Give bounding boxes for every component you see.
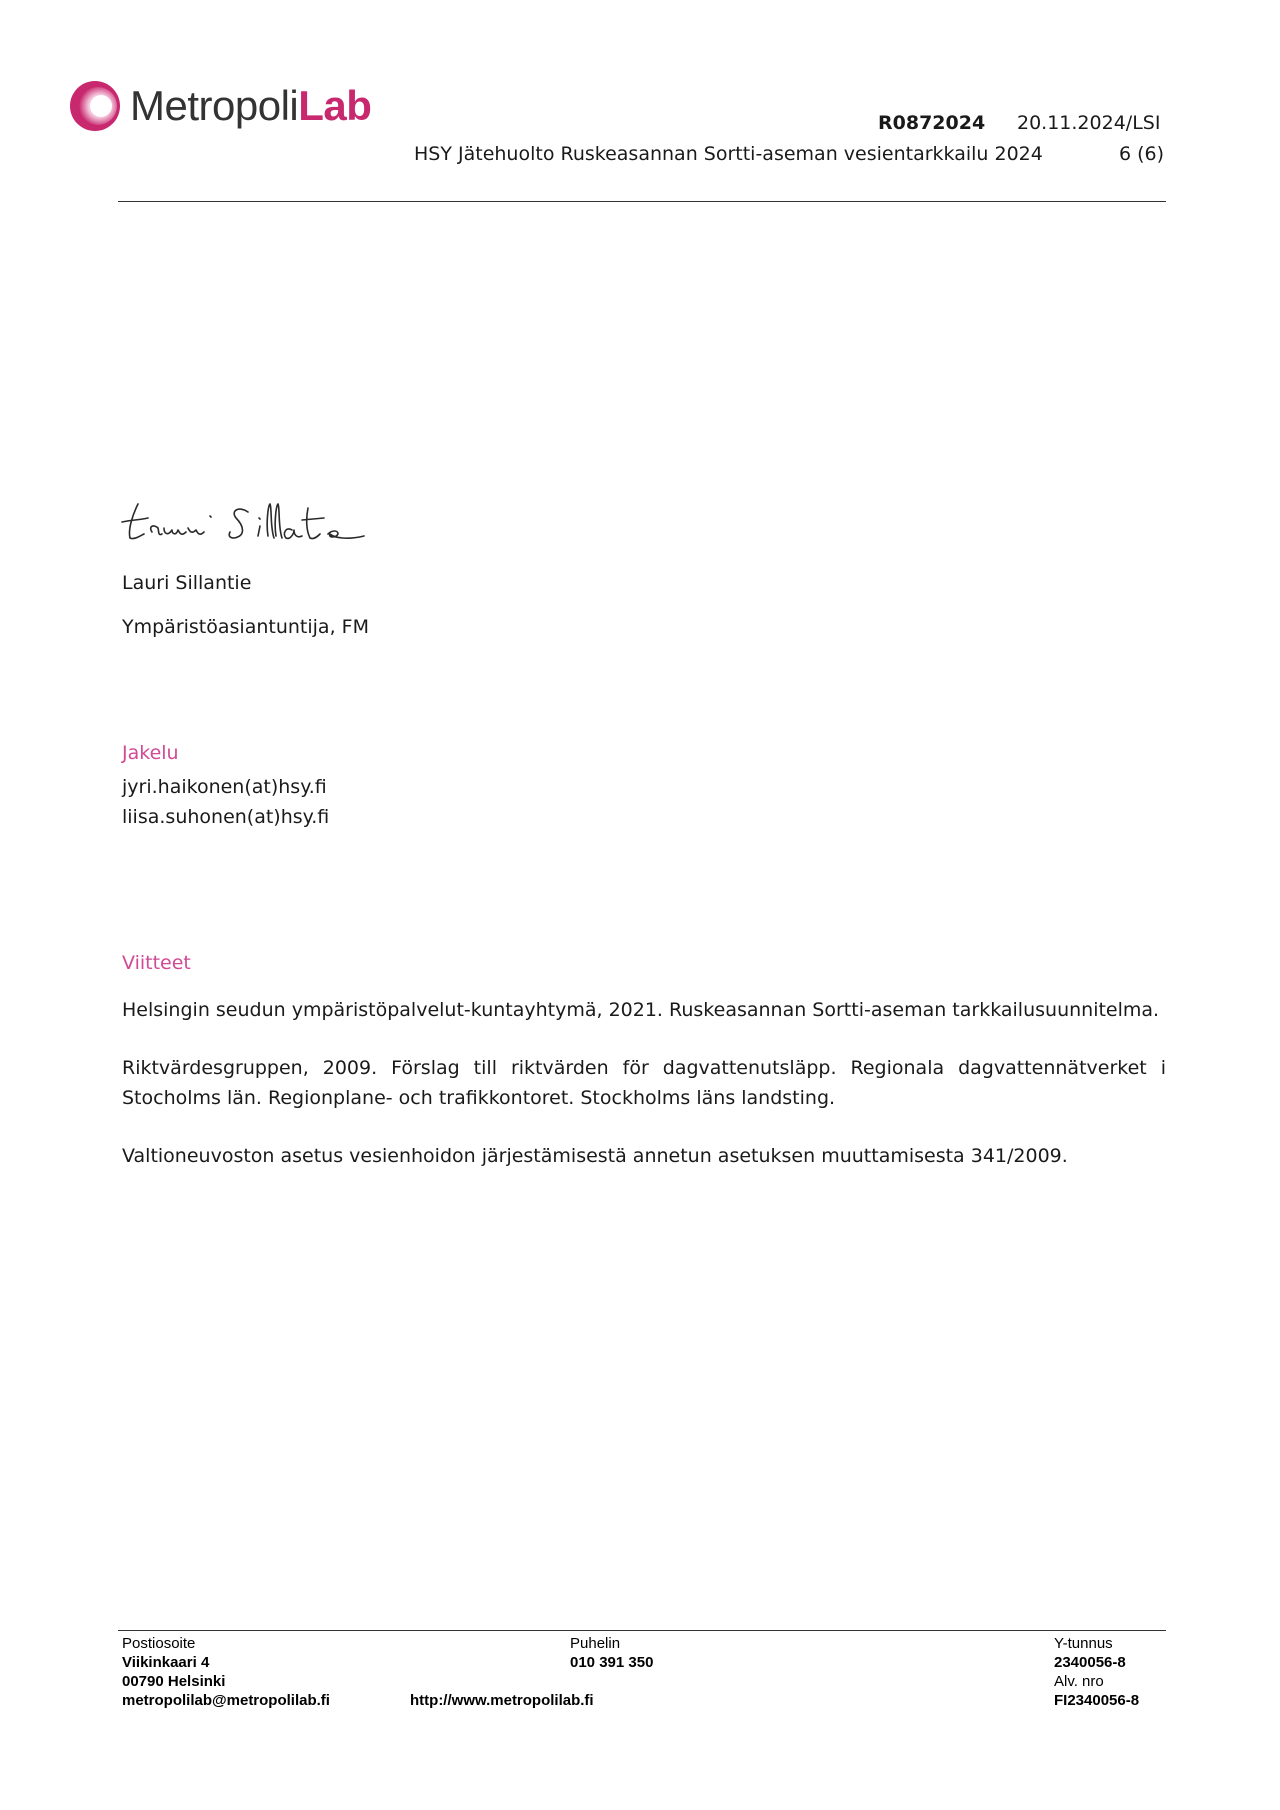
logo-ring-icon bbox=[68, 79, 122, 133]
footer-vat-label: Alv. nro bbox=[1054, 1673, 1104, 1690]
distribution-heading: Jakelu bbox=[122, 742, 179, 764]
reference-item: Riktvärdesgruppen, 2009. Förslag till riktvärden för dagvattenutsläpp. Regionala dagvattennätverket i Stocholms län. Regionplane- och trafikkontoret. Stockholms läns landsting. bbox=[122, 1057, 1166, 1109]
footer-street: Viikinkaari 4 bbox=[122, 1654, 210, 1671]
references-list bbox=[122, 995, 1166, 1199]
report-title: HSY Jätehuolto Ruskeasannan Sortti-aseman vesientarkkailu 2024 bbox=[414, 143, 1043, 165]
distribution-list bbox=[122, 772, 329, 832]
page-number: 6 (6) bbox=[1119, 143, 1165, 165]
handwritten-signature bbox=[118, 496, 368, 546]
footer-phone-number: 010 391 350 bbox=[570, 1654, 654, 1671]
recipient-email: jyri.haikonen(at)hsy.fi bbox=[122, 776, 327, 798]
header-divider bbox=[118, 201, 1166, 202]
signer-name: Lauri Sillantie bbox=[122, 572, 252, 594]
footer-postal: 00790 Helsinki bbox=[122, 1673, 226, 1690]
footer-vat: FI2340056-8 bbox=[1054, 1692, 1140, 1709]
logo-wordmark bbox=[130, 82, 372, 129]
metropolilab-logo bbox=[68, 78, 371, 134]
reference-item: Valtioneuvoston asetus vesienhoidon järjestämisestä annetun asetuksen muuttamisesta 341/2009. bbox=[122, 1145, 1068, 1167]
footer-business-id-label: Y-tunnus bbox=[1054, 1635, 1113, 1652]
footer-divider bbox=[118, 1630, 1166, 1631]
footer-website bbox=[410, 1691, 594, 1710]
signer-title: Ympäristöasiantuntija, FM bbox=[122, 616, 369, 638]
footer-email[interactable]: metropolilab@metropolilab.fi bbox=[122, 1692, 330, 1709]
footer-address bbox=[122, 1634, 330, 1710]
footer-website-link[interactable]: http://www.metropolilab.fi bbox=[410, 1692, 594, 1709]
report-date: 20.11.2024/LSI bbox=[1017, 112, 1161, 134]
footer-business-id: 2340056-8 bbox=[1054, 1654, 1126, 1671]
footer-phone bbox=[570, 1634, 653, 1672]
footer-company-ids bbox=[1054, 1634, 1139, 1710]
footer-phone-label: Puhelin bbox=[570, 1635, 621, 1652]
references-heading: Viitteet bbox=[122, 952, 191, 974]
footer-address-label: Postiosoite bbox=[122, 1635, 196, 1652]
report-id: R0872024 bbox=[878, 112, 986, 134]
reference-item: Helsingin seudun ympäristöpalvelut-kuntayhtymä, 2021. Ruskeasannan Sortti-aseman tarkkailusuunnitelma. bbox=[122, 999, 1160, 1021]
logo-text-bold: Lab bbox=[298, 82, 372, 129]
recipient-email: liisa.suhonen(at)hsy.fi bbox=[122, 806, 330, 828]
logo-text-regular: Metropoli bbox=[130, 82, 299, 129]
